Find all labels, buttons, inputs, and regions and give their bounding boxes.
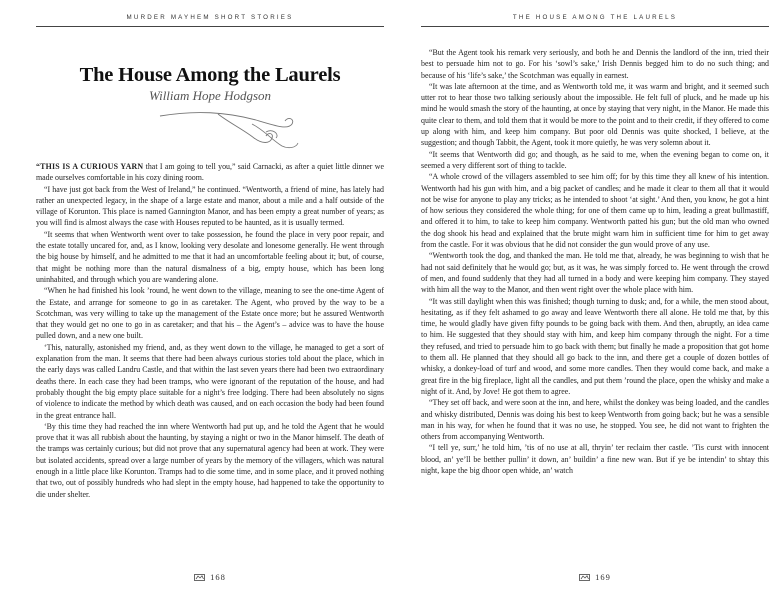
page-ornament-icon: [579, 574, 590, 581]
page-number-text: 168: [210, 572, 226, 583]
left-page: [36, 0, 384, 600]
page-number: [36, 571, 384, 582]
paragraph: “It was still daylight when this was finished; though turning to dusk; and, for a while, the men stood about, hesitating, as if they felt ashamed to go away and leave Wentworth there all alone. He told me that, by this time, he would gladly have given fifty pounds to be going back with them. And then, abruptly, an idea came to him. He suggested that they should stay with him, and keep him company through the night. For a time they refused, and tried to persuade him to go back with them; but finally he made a proposition that got home to them all. He planned that they should all go back to the inn, and there get a couple of dozen bottles of whisky, a donkey-load of turf and wood, and some more candles. Then they would come back, and make a great fire in the big fireplace, light all the candles, and put them ’round the place, open the whisky and make a night of it. And, by Jove! He got them to agree.: [421, 296, 769, 396]
paragraph: [36, 161, 384, 184]
paragraph: “It was late afternoon at the time, and as Wentworth told me, it was warm and bright, and it seemed such utter rot to hear those two talking seriously about the impossible. He felt full of pluck, and he made up his mind he would smash the story of the haunting, at once by staying that very night, in the Manor. He made this quite clear to them, and told them that it would be more to the point and to their credit, if they offered to come up along with him, and keep him company. But poor old Dennis was quite shocked, I believe, at the suggestion; and though Tabbit, the Agent, took it more quietly, he was very solemn about it.: [421, 81, 769, 148]
paragraph: “They set off back, and were soon at the inn, and here, whilst the donkey was being loaded, and the candles and whisky distributed, Dennis was doing his best to keep Wentworth from going back; but he was a sensible man in his way, for when he found that it was no use, he stopped. You see, he did not want to frighten the others from accompanying Wentworth.: [421, 398, 769, 442]
right-body-text: [421, 47, 769, 476]
header-rule: [36, 26, 384, 27]
running-head: THE HOUSE AMONG THE LAURELS: [512, 14, 678, 21]
paragraph: “I have just got back from the West of Ireland,” he continued. “Wentworth, a friend of mine, has lately had rather an unexpected legacy, in the shape of a large estate and manor, about a mile and a half outside of the village of Korunton. This place is named Gannington Manor, and has been empty a great number of years; as you will find is almost always the case with Houses reputed to be haunted, as it is usually termed.: [36, 184, 384, 228]
page-number-text: 169: [595, 572, 611, 583]
story-author: William Hope Hodgson: [148, 88, 272, 103]
paragraph: ‘By this time they had reached the inn where Wentworth had put up, and he told the Agent that he would prove that it was all rubbish about the haunting, by staying a night or two in the Manor himself. The death of the tramps was certainly curious; but did not prove that any supernatural agency had been at work. They were but isolated accidents, spread over a large number of years by the memory of the villagers, which was natural enough in a little place like Korunton. Tramps had to die some time, and in some place, and it proved nothing that two, out of possibly hundreds who had slept in the empty house, had happened to take the opportunity to die under shelter.: [36, 421, 384, 499]
right-page: [421, 0, 769, 600]
left-body-text: [36, 161, 384, 500]
running-head: MURDER MAYHEM SHORT STORIES: [126, 14, 294, 21]
paragraph: “It seems that Wentworth did go; and though, as he said to me, when the evening began to come on, it seemed a very different sort of thing to tackle.: [421, 149, 769, 170]
opening-words: “THIS IS A CURIOUS YARN: [36, 162, 144, 171]
paragraph: “Wentworth took the dog, and thanked the man. He told me that, already, he was beginning to wish that he had not said definitely that he would go; but, as it was, he was simply forced to. He went through the crowd of men, and found suddenly that they had all turned in a body and were keeping him company. They stayed with him all the way to the Manor, and then went right over the whole place with him.: [421, 251, 769, 295]
paragraph: ‘This, naturally, astonished my friend, and, as they went down to the village, he managed to get a sort of explanation from the man. It seems that there had been always curious stories told about the place, which in the early days was called Landru Castle, and that within the last seven years there had been two extraordinary deaths there. In each case they had been tramps, who were ignorant of the reputation of the house, and had probably thought the big empty place suitable for a night’s free lodging. There had been absolutely no signs of violence to indicate the method by which death was caused, and on each occasion the body had been found in the great entrance hall.: [36, 342, 384, 420]
page-ornament-icon: [194, 574, 205, 581]
paragraph: “It seems that when Wentworth went over to take possession, he found the place in very poor repair, and the estate totally uncared for, and, as I know, looking very desolate and lonesome generally. He went through the big house by himself, and he admitted to me that it had an uncomfortable feeling about it; but, of course, that might be nothing more than the natural dismalness of a big, empty house, which has been long uninhabited, and through which you are wandering alone.: [36, 229, 384, 284]
paragraph: “A whole crowd of the villagers assembled to see him off; for by this time they all knew of his intention. Wentworth had his gun with him, and a big packet of candles; and he made it clear to them all that it would not be wise for anyone to play any tricks; as he intended to shoot ‘at sight.’ And then, you know, he got a hint of how serious they considered the whole thing; for one of them came up to him, leading a great bullmastiff, and offered it to him, to take to keep him company. Wentworth patted his gun; but the old man who owned the dog shook his head and explained that the brute might warn him in sufficient time for him to get away from the castle. For it was obvious that he did not consider the gun would prove of any use.: [421, 172, 769, 250]
flourish-ornament-icon: [156, 104, 306, 152]
header-rule: [421, 26, 769, 27]
paragraph-text: that I am going to tell you,” said Carnacki, as after a quiet little dinner we made ourselves comfortable in his cozy dining room.: [36, 162, 384, 183]
paragraph: “I tell ye, surr,’ he told him, ’tis of no use at all, thryin’ ter reclaim ther castle. ’Tis curst with innocent blood, an’ ye’ll be betther pullin’ it down, an’ buildin’ a fine new wan. But if ye be intendin’ to shtay this night, kape the big dhoor open whide, an’ watch: [421, 443, 769, 475]
paragraph: “But the Agent took his remark very seriously, and both he and Dennis the landlord of the inn, tried their best to persuade him not to go. For his ‘sowl’s sake,’ Irish Dennis begged him to do no such thing; and because of his ‘life’s sake,’ the Scotchman was equally in earnest.: [421, 48, 769, 80]
story-title: The House Among the Laurels: [79, 64, 341, 86]
paragraph: “When he had finished his look ’round, he went down to the village, meaning to see the one-time Agent of the Estate, and arrange for someone to go in as caretaker. The Agent, who proved by the way to be a Scotchman, was very willing to take up the management of the Estate once more; but he assured Wentworth that they would get no one to go in as caretaker; and that his – the Agent’s – advice was to have the house pulled down, and a new one built.: [36, 286, 384, 341]
page-number: [421, 571, 769, 582]
